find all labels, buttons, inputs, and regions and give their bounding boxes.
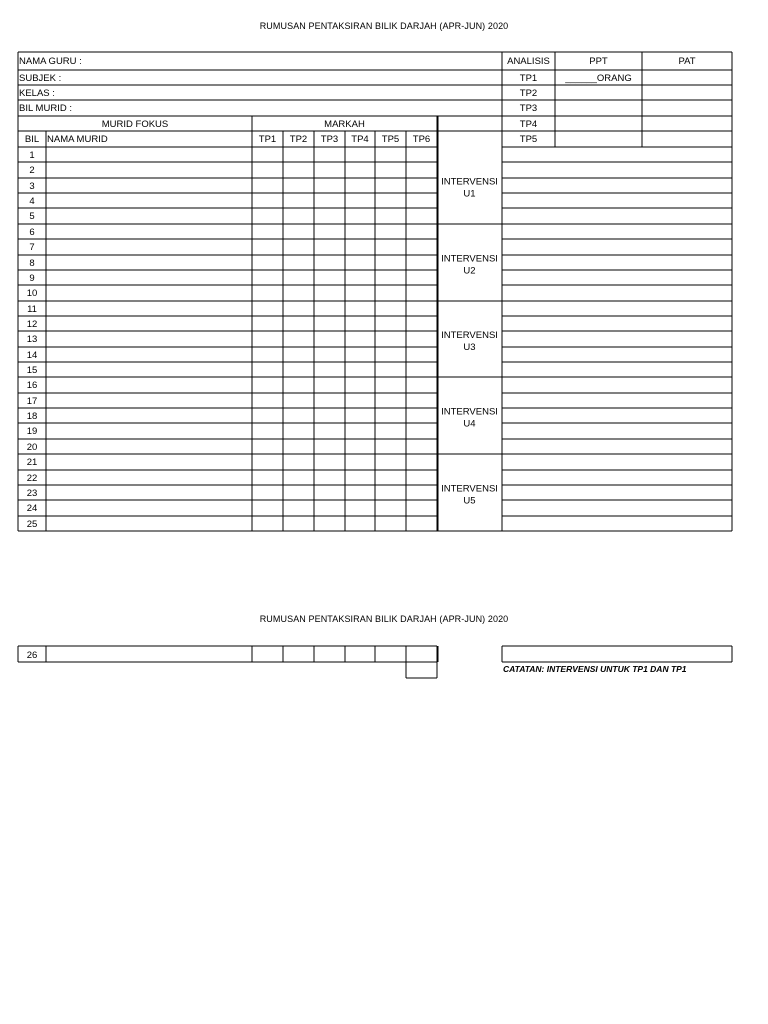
intervention-label: U5 <box>463 495 476 507</box>
analysis-row-label: TP5 <box>519 134 538 145</box>
row-number: 18 <box>26 411 38 422</box>
intervention-label: U2 <box>463 265 476 277</box>
col-bil: BIL <box>24 134 40 145</box>
intervention-label: U1 <box>463 188 476 200</box>
intervention-label: INTERVENSI <box>441 483 498 495</box>
row-number: 11 <box>27 304 37 315</box>
intervention-label: INTERVENSI <box>441 176 498 188</box>
analysis-row-label: TP3 <box>519 103 538 114</box>
row-number: 10 <box>26 288 38 299</box>
col-nama-murid: NAMA MURID <box>47 134 108 145</box>
group-markah: MARKAH <box>324 119 365 130</box>
intervention-label: U3 <box>463 342 476 353</box>
intervention-label: INTERVENSI <box>441 406 498 418</box>
row-number: 7 <box>29 242 35 253</box>
intervention-label: INTERVENSI <box>441 330 498 341</box>
col-tp: TP3 <box>320 134 339 145</box>
row-number: 6 <box>29 227 35 238</box>
row-number: 22 <box>26 473 38 484</box>
row-number: 16 <box>26 380 38 391</box>
intervention-label: INTERVENSI <box>441 253 498 265</box>
row-number: 20 <box>26 442 38 453</box>
info-label: KELAS : <box>19 88 55 99</box>
tp1-ppt-value: ______ORANG <box>565 73 632 84</box>
row-number: 9 <box>29 273 35 284</box>
analysis-row-label: TP2 <box>519 88 538 99</box>
info-label: SUBJEK : <box>19 73 62 84</box>
row-number: 21 <box>26 457 38 468</box>
row-number: 4 <box>29 196 35 207</box>
analysis-header: PAT <box>678 56 696 67</box>
analysis-row-label: TP4 <box>519 119 538 130</box>
note-text: CATATAN: INTERVENSI UNTUK TP1 DAN TP1 <box>503 664 687 674</box>
col-tp: TP6 <box>412 134 431 145</box>
row-number: 5 <box>29 211 35 222</box>
row-number: 26 <box>26 650 38 661</box>
row-number: 15 <box>26 365 38 376</box>
info-label: NAMA GURU : <box>19 56 82 67</box>
row-number: 17 <box>26 396 38 407</box>
analysis-header: ANALISIS <box>507 56 550 67</box>
analysis-header: PPT <box>589 56 608 67</box>
row-number: 1 <box>29 150 35 161</box>
row-number: 3 <box>29 181 35 192</box>
group-murid-fokus: MURID FOKUS <box>101 119 169 130</box>
col-tp: TP4 <box>351 134 369 145</box>
row-number: 24 <box>26 503 38 514</box>
analysis-row-label: TP1 <box>519 73 538 84</box>
col-tp: TP2 <box>289 134 308 145</box>
col-tp: TP1 <box>258 134 277 145</box>
row-number: 19 <box>26 426 38 437</box>
col-tp: TP5 <box>381 134 400 145</box>
page2-title: RUMUSAN PENTAKSIRAN BILIK DARJAH (APR-JUN) 2020 <box>259 614 509 624</box>
row-number: 25 <box>26 519 38 530</box>
row-number: 8 <box>29 258 35 269</box>
row-number: 23 <box>26 488 38 499</box>
info-label: BIL MURID : <box>19 103 72 114</box>
row-number: 12 <box>26 319 38 330</box>
row-number: 13 <box>26 334 38 345</box>
row-number: 2 <box>29 165 35 176</box>
page-title: RUMUSAN PENTAKSIRAN BILIK DARJAH (APR-JUN) 2020 <box>259 21 509 31</box>
intervention-label: U4 <box>463 418 476 430</box>
row-number: 14 <box>26 350 38 361</box>
